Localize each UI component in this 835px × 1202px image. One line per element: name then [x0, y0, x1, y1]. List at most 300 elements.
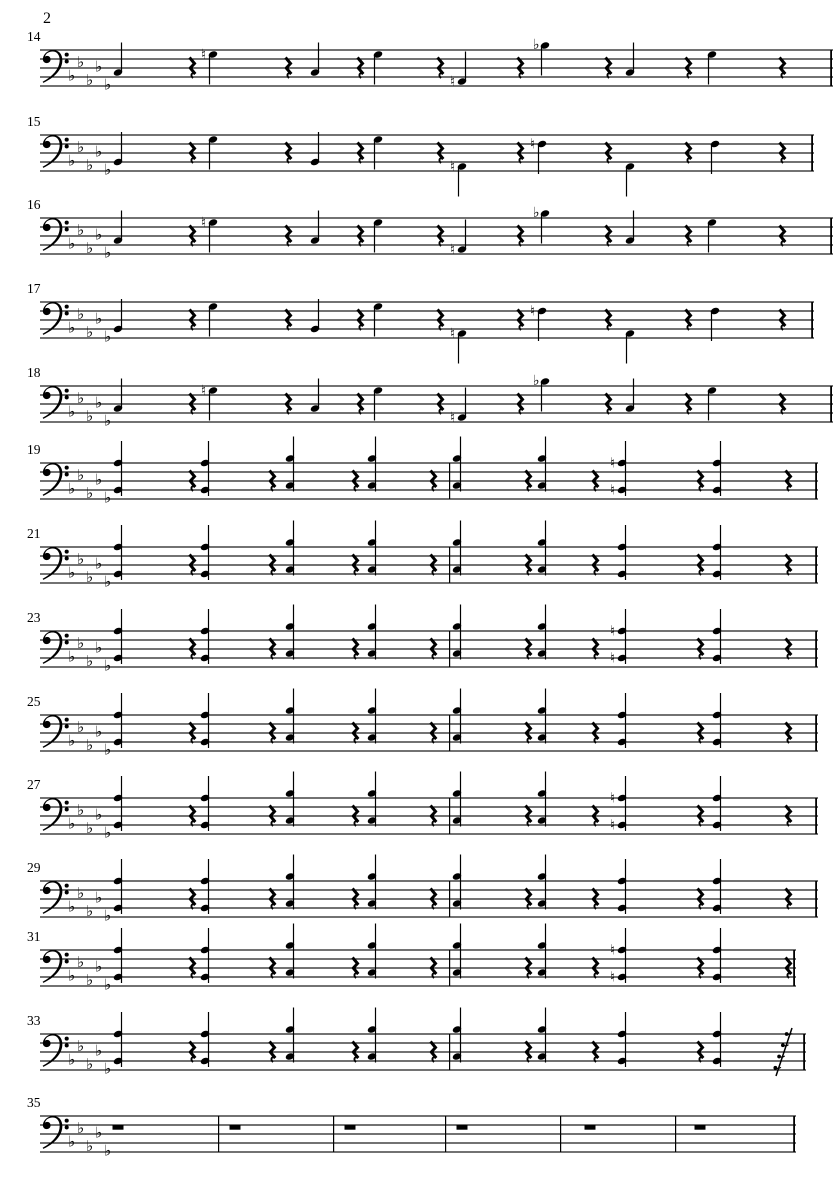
- bass-clef-icon: [43, 1116, 69, 1149]
- chord-stem: [545, 689, 546, 744]
- octave-chord: [285, 855, 295, 910]
- flat-accidental-icon: ♭: [104, 75, 112, 94]
- flat-accidental-icon: ♭: [68, 66, 76, 85]
- measure-number: 25: [27, 694, 41, 709]
- staff-system-35: [0, 1082, 835, 1202]
- flat-accidental-icon: ♭: [86, 239, 94, 257]
- quarter-note: [625, 211, 635, 245]
- natural-accidental-icon: ♮: [201, 47, 207, 63]
- chord-stem: [121, 609, 122, 664]
- flat-accidental-icon: ♭: [77, 138, 85, 156]
- flat-accidental-icon: ♭: [95, 393, 103, 412]
- chord-stem: [375, 437, 376, 492]
- quarter-note: [373, 50, 383, 84]
- note-stem: [465, 388, 466, 418]
- bass-clef-icon: [43, 715, 69, 748]
- flat-accidental-icon: ♭: [77, 634, 85, 652]
- measure-number: 21: [27, 526, 41, 541]
- staff-lines: [40, 714, 818, 751]
- octave-chord: [200, 609, 210, 664]
- octave-chord: [200, 525, 210, 580]
- note-stem: [374, 307, 375, 337]
- measure-number: 35: [27, 1095, 41, 1110]
- chord-stem: [720, 609, 721, 664]
- barline: [815, 798, 817, 834]
- quarter-note: [533, 37, 550, 76]
- chord-stem: [545, 605, 546, 660]
- octave-chord: [113, 928, 123, 983]
- octave-chord: [452, 924, 462, 979]
- octave-chord: [285, 605, 295, 660]
- octave-chord: [537, 1008, 547, 1063]
- chord-stem: [625, 776, 626, 831]
- quarter-note: [373, 386, 383, 420]
- quarter-note: [310, 211, 320, 245]
- quarter-note: [450, 52, 467, 91]
- chord-stem: [625, 928, 626, 983]
- staff-lines: [40, 1115, 796, 1152]
- note-stem: [708, 223, 709, 253]
- note-stem: [209, 391, 210, 421]
- quarter-note: [208, 302, 218, 336]
- chord-stem: [121, 1012, 122, 1067]
- natural-accidental-icon: ♮: [450, 74, 456, 90]
- octave-chord: [367, 437, 377, 492]
- barline: [811, 302, 813, 338]
- flat-accidental-icon: ♭: [86, 71, 94, 89]
- whole-rest: [457, 1126, 468, 1130]
- natural-accidental-icon: ♮: [201, 215, 207, 231]
- staff-lines: [40, 797, 818, 834]
- notes-and-rests: [113, 1008, 792, 1077]
- octave-chord: [712, 776, 722, 831]
- notes-and-rests: [113, 205, 786, 258]
- bass-clef-icon: [43, 135, 69, 168]
- octave-chord: [617, 525, 627, 580]
- flat-accidental-icon: ♭: [86, 736, 94, 754]
- natural-accidental-icon: ♮: [610, 650, 616, 667]
- note-stem: [633, 43, 634, 73]
- octave-chord: [113, 525, 123, 580]
- barline: [449, 631, 450, 667]
- chord-stem: [460, 1008, 461, 1063]
- octave-chord: [537, 772, 547, 827]
- flat-accidental-icon: ♭: [95, 309, 103, 328]
- flat-accidental-icon: ♭: [77, 550, 85, 568]
- flat-accidental-icon: ♭: [77, 221, 85, 239]
- octave-chord: [113, 859, 123, 914]
- octave-chord: [367, 1008, 377, 1063]
- measure-number: 16: [27, 197, 41, 212]
- chord-stem: [720, 1012, 721, 1067]
- flat-accidental-icon: ♭: [533, 37, 540, 53]
- quarter-note: [113, 132, 123, 166]
- natural-accidental-icon: ♮: [530, 303, 536, 320]
- chord-stem: [208, 859, 209, 914]
- quarter-note: [625, 43, 635, 77]
- chord-stem: [121, 859, 122, 914]
- flat-accidental-icon: ♭: [95, 805, 103, 824]
- flat-accidental-icon: ♭: [95, 1041, 103, 1060]
- measure-number: 15: [27, 114, 41, 129]
- natural-accidental-icon: ♮: [610, 623, 616, 640]
- octave-chord: [712, 693, 722, 748]
- note-stem: [318, 211, 319, 241]
- flat-accidental-icon: ♭: [86, 407, 94, 425]
- octave-chord: [712, 1012, 722, 1067]
- flat-accidental-icon: ♭: [68, 966, 76, 985]
- quarter-note: [533, 205, 550, 244]
- flat-accidental-icon: ♭: [77, 884, 85, 902]
- chord-stem: [293, 521, 294, 576]
- octave-chord: [200, 693, 210, 748]
- notes-and-rests: [113, 373, 786, 426]
- note-stem: [121, 299, 122, 329]
- flat-accidental-icon: ♭: [68, 647, 76, 666]
- bass-clef-icon: [43, 881, 69, 914]
- chord-stem: [625, 609, 626, 664]
- flat-accidental-icon: ♭: [86, 902, 94, 920]
- flat-accidental-icon: ♭: [104, 327, 112, 346]
- flat-accidental-icon: ♭: [104, 1059, 112, 1078]
- chord-stem: [460, 521, 461, 576]
- flat-accidental-icon: ♭: [68, 318, 76, 337]
- measure-number: 23: [27, 610, 41, 625]
- natural-accidental-icon: ♮: [610, 455, 616, 472]
- octave-chord: [610, 776, 627, 834]
- octave-chord: [452, 689, 462, 744]
- octave-chord: [367, 772, 377, 827]
- note-stem: [318, 132, 319, 162]
- measure-number: 14: [27, 29, 41, 44]
- barline: [830, 218, 832, 254]
- barline: [449, 715, 450, 751]
- octave-chord: [200, 776, 210, 831]
- staff-lines: [40, 630, 818, 667]
- flat-accidental-icon: ♭: [95, 638, 103, 657]
- chord-stem: [293, 855, 294, 910]
- flat-accidental-icon: ♭: [104, 488, 112, 507]
- flat-accidental-icon: ♭: [104, 656, 112, 675]
- flat-accidental-icon: ♭: [68, 402, 76, 421]
- octave-chord: [452, 437, 462, 492]
- staff-lines: [40, 949, 796, 986]
- natural-accidental-icon: ♮: [530, 136, 536, 153]
- barline: [218, 1116, 219, 1152]
- octave-chord: [537, 689, 547, 744]
- flat-accidental-icon: ♭: [68, 563, 76, 582]
- chord-stem: [625, 1012, 626, 1067]
- flat-accidental-icon: ♭: [68, 731, 76, 750]
- flat-accidental-icon: ♭: [77, 801, 85, 819]
- whole-rest: [345, 1126, 356, 1130]
- chord-stem: [208, 609, 209, 664]
- note-stem: [708, 391, 709, 421]
- octave-chord: [452, 855, 462, 910]
- chord-stem: [121, 525, 122, 580]
- note-stem: [209, 55, 210, 85]
- chord-stem: [375, 772, 376, 827]
- flat-accidental-icon: ♭: [77, 53, 85, 71]
- chord-stem: [208, 928, 209, 983]
- note-stem: [318, 299, 319, 329]
- flat-accidental-icon: ♭: [533, 205, 540, 221]
- flat-accidental-icon: ♭: [104, 243, 112, 262]
- note-stem: [633, 211, 634, 241]
- note-stem: [711, 144, 712, 174]
- staff-lines: [40, 880, 818, 917]
- octave-chord: [367, 855, 377, 910]
- barline: [815, 881, 817, 917]
- chord-stem: [545, 521, 546, 576]
- note-stem: [708, 55, 709, 85]
- flat-accidental-icon: ♭: [77, 305, 85, 323]
- flat-accidental-icon: ♭: [95, 1123, 103, 1142]
- octave-chord: [537, 924, 547, 979]
- octave-chord: [610, 928, 627, 986]
- chord-stem: [293, 924, 294, 979]
- note-stem: [121, 211, 122, 241]
- quarter-note: [208, 135, 218, 169]
- octave-chord: [285, 521, 295, 576]
- quarter-note: [310, 43, 320, 77]
- chord-stem: [293, 689, 294, 744]
- octave-chord: [367, 521, 377, 576]
- natural-accidental-icon: ♮: [610, 482, 616, 499]
- chord-stem: [121, 441, 122, 496]
- octave-chord: [113, 1012, 123, 1067]
- octave-chord: [712, 928, 722, 983]
- bass-clef-icon: [43, 386, 69, 419]
- chord-stem: [460, 689, 461, 744]
- barline: [333, 1116, 334, 1152]
- quarter-note: [310, 299, 320, 333]
- octave-chord: [617, 859, 627, 914]
- chord-stem: [208, 525, 209, 580]
- barline: [830, 386, 832, 422]
- chord-stem: [375, 605, 376, 660]
- note-stem: [121, 379, 122, 409]
- measure-number: 31: [27, 929, 41, 944]
- staff-lines: [40, 462, 818, 499]
- flat-accidental-icon: ♭: [86, 652, 94, 670]
- chord-stem: [720, 441, 721, 496]
- flat-accidental-icon: ♭: [77, 466, 85, 484]
- flat-accidental-icon: ♭: [86, 1055, 94, 1073]
- chord-stem: [460, 605, 461, 660]
- flat-accidental-icon: ♭: [86, 971, 94, 989]
- octave-chord: [200, 859, 210, 914]
- note-stem: [541, 382, 542, 412]
- barline: [449, 547, 450, 583]
- staff-lines: [40, 1033, 806, 1070]
- measure-number: 18: [27, 365, 41, 380]
- barline: [449, 1034, 450, 1070]
- measure-number: 19: [27, 442, 41, 457]
- barline: [815, 463, 817, 499]
- flat-accidental-icon: ♭: [77, 718, 85, 736]
- flat-accidental-icon: ♭: [68, 234, 76, 253]
- chord-stem: [121, 693, 122, 748]
- octave-chord: [617, 693, 627, 748]
- flat-accidental-icon: ♭: [95, 225, 103, 244]
- note-stem: [374, 391, 375, 421]
- octave-chord: [712, 859, 722, 914]
- flat-accidental-icon: ♭: [68, 1050, 76, 1069]
- octave-chord: [712, 525, 722, 580]
- page-number: 2: [43, 10, 51, 27]
- barline: [793, 1116, 795, 1152]
- flat-accidental-icon: ♭: [95, 142, 103, 161]
- octave-chord: [200, 928, 210, 983]
- chord-stem: [375, 521, 376, 576]
- quarter-note: [373, 302, 383, 336]
- chord-stem: [375, 689, 376, 744]
- note-stem: [374, 55, 375, 85]
- note-stem: [538, 311, 539, 341]
- octave-chord: [537, 855, 547, 910]
- flat-accidental-icon: ♭: [86, 819, 94, 837]
- flat-accidental-icon: ♭: [95, 722, 103, 741]
- barline: [815, 547, 817, 583]
- octave-chord: [367, 924, 377, 979]
- flat-accidental-icon: ♭: [68, 151, 76, 170]
- quarter-note: [530, 304, 547, 342]
- octave-chord: [113, 693, 123, 748]
- quarter-note: [450, 388, 467, 427]
- quarter-note: [310, 132, 320, 166]
- flat-accidental-icon: ♭: [77, 953, 85, 971]
- note-stem: [711, 311, 712, 341]
- note-stem: [541, 46, 542, 76]
- flat-accidental-icon: ♭: [95, 554, 103, 573]
- barline: [803, 1034, 805, 1070]
- flat-accidental-icon: ♭: [95, 888, 103, 907]
- bass-clef-icon: [43, 218, 69, 251]
- flat-accidental-icon: ♭: [86, 323, 94, 341]
- note-stem: [318, 43, 319, 73]
- flat-accidental-icon: ♭: [86, 568, 94, 586]
- note-stem: [374, 140, 375, 170]
- bass-clef-icon: [43, 50, 69, 83]
- chord-stem: [720, 693, 721, 748]
- natural-accidental-icon: ♮: [450, 159, 456, 175]
- note-stem: [374, 223, 375, 253]
- note-stem: [209, 140, 210, 170]
- staff-lines: [40, 546, 818, 583]
- flat-accidental-icon: ♭: [68, 897, 76, 916]
- natural-accidental-icon: ♮: [450, 326, 456, 342]
- chord-stem: [375, 924, 376, 979]
- quarter-note: [707, 218, 717, 252]
- quarter-note: [625, 379, 635, 413]
- barline: [449, 881, 450, 917]
- barline: [675, 1116, 676, 1152]
- flat-accidental-icon: ♭: [104, 411, 112, 430]
- chord-stem: [460, 855, 461, 910]
- octave-chord: [452, 1008, 462, 1063]
- octave-chord: [452, 605, 462, 660]
- octave-chord: [367, 689, 377, 744]
- natural-accidental-icon: ♮: [450, 410, 456, 426]
- octave-chord: [285, 772, 295, 827]
- quarter-note: [707, 50, 717, 84]
- octave-chord: [610, 441, 627, 499]
- natural-accidental-icon: ♮: [450, 242, 456, 258]
- octave-chord: [113, 776, 123, 831]
- chord-stem: [375, 1008, 376, 1063]
- octave-chord: [285, 689, 295, 744]
- barline: [815, 631, 817, 667]
- barline: [445, 1116, 446, 1152]
- chord-stem: [625, 525, 626, 580]
- quarter-note: [113, 379, 123, 413]
- flat-accidental-icon: ♭: [104, 906, 112, 925]
- chord-stem: [293, 605, 294, 660]
- note-stem: [318, 379, 319, 409]
- octave-chord: [200, 441, 210, 496]
- measure-number: 29: [27, 860, 41, 875]
- octave-chord: [285, 437, 295, 492]
- octave-chord: [452, 521, 462, 576]
- chord-stem: [720, 525, 721, 580]
- barline: [449, 798, 450, 834]
- chord-stem: [545, 1008, 546, 1063]
- flat-accidental-icon: ♭: [533, 373, 540, 389]
- measure-number: 33: [27, 1013, 41, 1028]
- note-stem: [633, 379, 634, 409]
- octave-chord: [200, 1012, 210, 1067]
- chord-stem: [208, 441, 209, 496]
- quarter-note: [373, 135, 383, 169]
- note-stem: [121, 132, 122, 162]
- octave-chord: [712, 441, 722, 496]
- chord-stem: [293, 772, 294, 827]
- flat-accidental-icon: ♭: [95, 57, 103, 76]
- natural-accidental-icon: ♮: [610, 817, 616, 834]
- flat-accidental-icon: ♭: [68, 814, 76, 833]
- bass-clef-icon: [43, 798, 69, 831]
- octave-chord: [712, 609, 722, 664]
- flat-accidental-icon: ♭: [77, 1119, 85, 1137]
- bass-clef-icon: [43, 547, 69, 580]
- flat-accidental-icon: ♭: [68, 1132, 76, 1151]
- chord-stem: [208, 1012, 209, 1067]
- barline: [811, 135, 813, 171]
- notes-and-rests: [113, 37, 786, 90]
- whole-rest: [695, 1126, 706, 1130]
- staff-lines: [40, 301, 814, 338]
- note-stem: [465, 220, 466, 250]
- flat-accidental-icon: ♭: [77, 389, 85, 407]
- note-stem: [538, 144, 539, 174]
- chord-stem: [720, 928, 721, 983]
- quarter-note: [201, 383, 218, 421]
- chord-stem: [545, 437, 546, 492]
- quarter-note: [707, 386, 717, 420]
- note-stem: [465, 52, 466, 82]
- quarter-note: [530, 137, 547, 175]
- quarter-note: [710, 307, 720, 341]
- flat-accidental-icon: ♭: [104, 823, 112, 842]
- chord-stem: [293, 437, 294, 492]
- note-stem: [209, 223, 210, 253]
- quarter-note: [710, 140, 720, 174]
- bass-clef-icon: [43, 631, 69, 664]
- barline: [815, 715, 817, 751]
- natural-accidental-icon: ♮: [201, 383, 207, 399]
- bass-clef-icon: [43, 463, 69, 496]
